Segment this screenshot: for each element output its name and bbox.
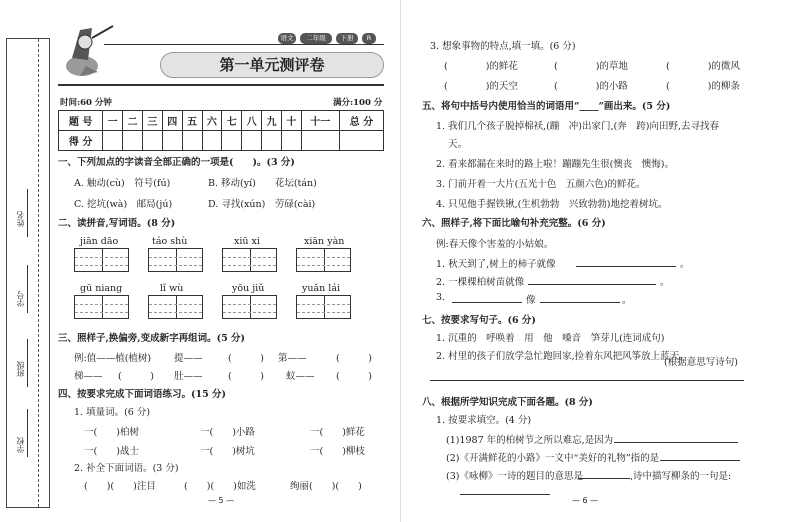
score-table-header-row: [59, 111, 384, 131]
q1-option-d[interactable]: D. 寻找(xún) 劳碌(cài): [208, 199, 316, 210]
score-table-cell: 五: [182, 111, 202, 131]
score-entry-cell[interactable]: [222, 131, 242, 151]
q4-heading: 四、按要求完成下面词语练习。(15 分): [58, 389, 227, 400]
q5-sentence[interactable]: 2. 看来都漏在来时的路上啦！蹦蹦先生很(懊丧 懊悔)。: [436, 159, 674, 170]
q3-prompt: 肚——: [174, 371, 203, 382]
score-entry-cell[interactable]: [242, 131, 262, 151]
adjective-blank[interactable]: ( )的柳条: [666, 81, 740, 92]
q7-sentence-1: 1. 沉重的 呼唤着 用 他 嗓音 笋芽儿(连词成句): [436, 333, 665, 344]
score-entry-cell[interactable]: [162, 131, 182, 151]
q3-prompt: 梯——: [74, 371, 103, 382]
name-label: 姓名: [16, 211, 25, 227]
page-number-right: — 6 —: [572, 496, 599, 505]
writing-grid[interactable]: [74, 295, 129, 319]
q6-heading: 六、照样子,将下面比喻句补充完整。(6 分): [422, 218, 606, 229]
score-entry-cell[interactable]: [123, 131, 143, 151]
pinyin-label: táo shù: [152, 236, 188, 247]
score-entry-cell[interactable]: [142, 131, 162, 151]
q1-option-a[interactable]: A. 触动(cù) 符号(fú): [74, 178, 171, 189]
score-entry-cell[interactable]: [339, 131, 383, 151]
q3-heading: 三、照样子,换偏旁,变成新字再组词。(5 分): [58, 333, 246, 344]
score-table-cell: 二: [123, 111, 143, 131]
q3-answer-blank[interactable]: ( ): [228, 371, 264, 382]
measure-word-blank[interactable]: 一( )小路: [200, 427, 255, 438]
adjective-blank[interactable]: ( )的草地: [554, 61, 628, 72]
q3-prompt: 蚁——: [286, 371, 315, 382]
writing-grid[interactable]: [74, 248, 129, 272]
q8-item-1: (1)1987 年的柏树节之所以难忘,是因为: [446, 435, 614, 446]
idiom-fill-blank[interactable]: 绚丽( )( ): [290, 481, 362, 492]
pinyin-label: xiū xi: [234, 236, 260, 247]
score-entry-cell[interactable]: [301, 131, 339, 151]
q8-item-3: (3)《咏柳》一诗的题目的意思是: [446, 471, 583, 482]
writing-grid[interactable]: [222, 248, 277, 272]
writing-grid[interactable]: [148, 295, 203, 319]
cut-line: [38, 39, 39, 507]
writing-grid[interactable]: [148, 248, 203, 272]
score-entry-cell[interactable]: [202, 131, 222, 151]
period-mark: 。: [622, 295, 632, 306]
q6-sentence-3-like: 像: [526, 295, 536, 306]
q5-sentence-cont: 天。: [448, 139, 468, 150]
school-line: [27, 409, 28, 457]
q5-heading: 五、将句中括号内使用恰当的词语用“____”画出来。(5 分): [422, 101, 671, 112]
idiom-fill-blank[interactable]: ( )( )如洗: [184, 481, 256, 492]
pinyin-label: lǐ wù: [160, 283, 184, 294]
score-entry-cell[interactable]: [262, 131, 282, 151]
score-table-cell: 一: [103, 111, 123, 131]
q8-item-3-cont: ,诗中描写柳条的一句是:: [630, 471, 732, 482]
measure-word-blank[interactable]: 一( )柏树: [84, 427, 139, 438]
q2-heading: 二、读拼音,写词语。(8 分): [58, 218, 176, 229]
page-number-left: — 5 —: [208, 496, 235, 505]
writing-grid[interactable]: [296, 248, 351, 272]
q1-heading: 一、下列加点的字读音全部正确的一项是( )。(3 分): [58, 157, 295, 168]
class-label: 班级: [16, 361, 25, 377]
pinyin-label: gū niang: [80, 283, 123, 294]
q7-note: (根据意思写诗句): [664, 357, 738, 368]
score-entry-cell[interactable]: [103, 131, 123, 151]
measure-word-blank[interactable]: 一( )树坑: [200, 446, 255, 457]
q8-heading: 八、根据所学知识完成下面各题。(8 分): [422, 397, 593, 408]
writing-grid[interactable]: [222, 295, 277, 319]
score-entry-cell[interactable]: [281, 131, 301, 151]
pinyin-label: yuǎn lái: [302, 283, 341, 294]
answer-line[interactable]: [460, 494, 550, 495]
score-table: [58, 110, 384, 151]
q3-answer-blank[interactable]: ( ): [336, 353, 372, 364]
page-fold: [400, 0, 401, 522]
score-table-cell: 六: [202, 111, 222, 131]
school-label: 学校: [16, 437, 25, 453]
score-table-cell: 四: [162, 111, 182, 131]
idiom-fill-blank[interactable]: ( )( )注目: [84, 481, 156, 492]
adjective-blank[interactable]: ( )的鲜花: [444, 61, 518, 72]
period-mark: 。: [660, 277, 670, 288]
q7-sentence-2: 2. 村里的孩子们放学急忙跑回家,捡着东风把风筝放上蓝天。: [436, 351, 689, 362]
score-table-cell: 总 分: [339, 111, 383, 131]
measure-word-blank[interactable]: 一( )鲜花: [310, 427, 365, 438]
child-with-pencil-illustration: [58, 20, 118, 80]
answer-line[interactable]: [576, 266, 676, 267]
q4-3-heading: 3. 想象事物的特点,填一填。(6 分): [430, 41, 576, 52]
volume-tag: 下册: [336, 33, 358, 44]
score-table-cell: 得 分: [59, 131, 103, 151]
subject-tag: 语文: [278, 33, 296, 44]
score-table-cell: 八: [242, 111, 262, 131]
adjective-blank[interactable]: ( )的天空: [444, 81, 518, 92]
adjective-blank[interactable]: ( )的微风: [666, 61, 740, 72]
score-table-cell: 十: [281, 111, 301, 131]
edition-tag: R: [362, 33, 376, 44]
q6-sentence-1: 1. 秋天到了,树上的柿子就像: [436, 259, 556, 270]
q5-sentence[interactable]: 3. 门前开着一大片(五光十色 五颜六色)的鲜花。: [436, 179, 646, 190]
q3-prompt: 第——: [278, 353, 307, 364]
measure-word-blank[interactable]: 一( )柳枝: [310, 446, 365, 457]
q6-sentence-3-num: 3.: [436, 292, 446, 303]
q8-item-2: (2)《开满鲜花的小路》一文中“美好的礼物”指的是: [446, 453, 660, 464]
score-table-cell: 七: [222, 111, 242, 131]
title-underline: [58, 84, 384, 86]
q3-answer-blank[interactable]: ( ): [336, 371, 372, 382]
q6-example: 例:春天像个害羞的小姑娘。: [436, 239, 554, 250]
name-line: [27, 189, 28, 237]
q3-prompt: 提——: [174, 353, 203, 364]
q7-heading: 七、按要求写句子。(6 分): [422, 315, 536, 326]
score-table-cell: 三: [142, 111, 162, 131]
q8-sub: 1. 按要求填空。(4 分): [436, 415, 532, 426]
answer-line[interactable]: [578, 478, 630, 479]
answer-line[interactable]: [540, 302, 620, 303]
pinyin-label: xiān yàn: [304, 236, 345, 247]
score-table-cell: 十一: [301, 111, 339, 131]
score-table-score-row: [59, 131, 384, 151]
q3-example: 例:值——植(植树): [74, 353, 152, 364]
measure-word-blank[interactable]: 一( )战士: [84, 446, 139, 457]
q4-sub2: 2. 补全下面词语。(3 分): [74, 463, 179, 474]
score-table-cell: 题 号: [59, 111, 103, 131]
q5-sentence[interactable]: 1. 我们几个孩子脱掉棉袄,(蹦 冲)出家门,(奔 跨)向田野,去寻找春: [436, 121, 719, 132]
writing-grid[interactable]: [296, 295, 351, 319]
page-title: 第一单元测评卷: [160, 52, 384, 78]
q1-option-c[interactable]: C. 挖坑(wà) 邮局(jú): [74, 199, 173, 210]
answer-line[interactable]: [430, 380, 744, 381]
answer-line[interactable]: [614, 442, 738, 443]
q3-answer-blank[interactable]: ( ): [228, 353, 264, 364]
id-label: 学号: [16, 291, 25, 307]
time-limit: 时间:60 分钟: [60, 98, 112, 108]
period-mark: 。: [680, 259, 690, 270]
q1-option-b[interactable]: B. 移动(yí) 花坛(tán): [208, 178, 317, 189]
adjective-blank[interactable]: ( )的小路: [554, 81, 628, 92]
q4-sub1: 1. 填量词。(6 分): [74, 407, 151, 418]
q3-answer-blank[interactable]: ( ): [118, 371, 154, 382]
header-rule-top: [104, 44, 384, 45]
score-entry-cell[interactable]: [182, 131, 202, 151]
full-score: 满分:100 分: [333, 98, 383, 108]
q6-sentence-2: 2. 一棵棵柏树苗就像: [436, 277, 525, 288]
answer-line[interactable]: [660, 460, 740, 461]
score-table-cell: 九: [262, 111, 282, 131]
id-line: [27, 265, 28, 313]
grade-tag: 二年级: [300, 33, 332, 44]
binding-strip: [6, 38, 50, 508]
answer-line[interactable]: [452, 302, 522, 303]
class-line: [27, 339, 28, 387]
pinyin-label: yōu jiǔ: [232, 283, 265, 294]
q5-sentence[interactable]: 4. 只见他手握铁锹,(生机勃勃 兴致勃勃)地挖着树坑。: [436, 199, 668, 210]
answer-line[interactable]: [528, 284, 656, 285]
pinyin-label: jiān dāo: [80, 236, 119, 247]
